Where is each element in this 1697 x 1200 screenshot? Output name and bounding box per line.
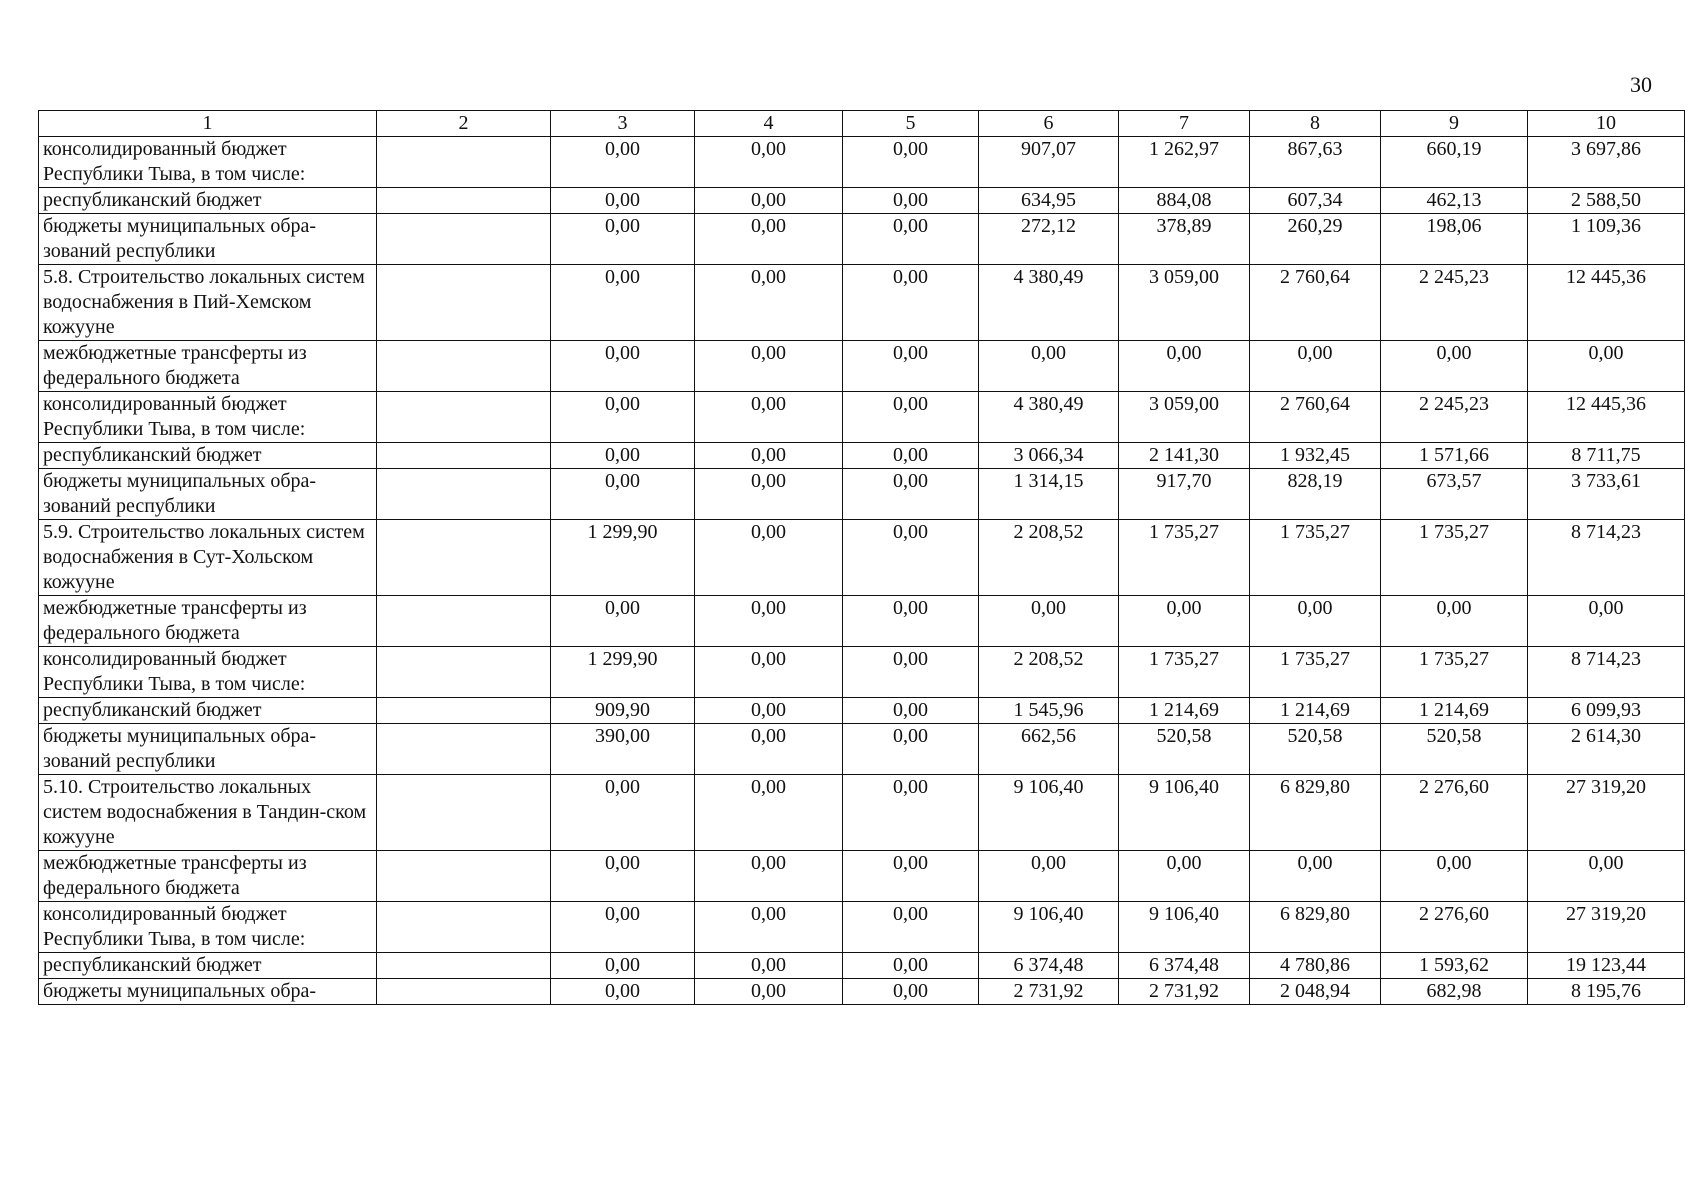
table-row [39,902,1685,953]
column-header: 5 [843,111,979,137]
value-cell: 1 214,69 [1381,698,1528,724]
table-body [39,111,1685,1005]
row-col2 [377,265,551,341]
table-row [39,443,1685,469]
value-cell: 0,00 [551,265,695,341]
row-label: 5.9. Строительство локальных систем водоснабжения в Сут-Хольском кожууне [39,520,377,596]
row-col2 [377,469,551,520]
value-cell: 2 141,30 [1119,443,1250,469]
row-col2 [377,775,551,851]
value-cell: 1 109,36 [1528,214,1685,265]
value-cell: 0,00 [551,953,695,979]
value-cell: 0,00 [695,469,843,520]
header-row [39,111,1685,137]
value-cell: 0,00 [843,443,979,469]
value-cell: 0,00 [1381,596,1528,647]
value-cell: 0,00 [695,443,843,469]
value-cell: 0,00 [551,469,695,520]
value-cell: 2 731,92 [979,979,1119,1005]
value-cell: 662,56 [979,724,1119,775]
row-label: консолидированный бюджет Республики Тыва, в том числе: [39,902,377,953]
value-cell: 0,00 [843,341,979,392]
row-col2 [377,902,551,953]
value-cell: 0,00 [843,851,979,902]
value-cell: 0,00 [551,443,695,469]
table-row [39,953,1685,979]
value-cell: 0,00 [551,902,695,953]
value-cell: 198,06 [1381,214,1528,265]
value-cell: 0,00 [843,469,979,520]
row-col2 [377,188,551,214]
row-label: консолидированный бюджет Республики Тыва, в том числе: [39,137,377,188]
table-row [39,137,1685,188]
value-cell: 884,08 [1119,188,1250,214]
value-cell: 867,63 [1250,137,1381,188]
row-col2 [377,724,551,775]
row-label: консолидированный бюджет Республики Тыва, в том числе: [39,392,377,443]
value-cell: 1 735,27 [1119,520,1250,596]
value-cell: 1 735,27 [1250,520,1381,596]
value-cell: 0,00 [1528,341,1685,392]
value-cell: 673,57 [1381,469,1528,520]
column-header: 3 [551,111,695,137]
value-cell: 2 208,52 [979,520,1119,596]
value-cell: 0,00 [1250,596,1381,647]
column-header: 4 [695,111,843,137]
row-label: бюджеты муниципальных обра-зований республики [39,469,377,520]
column-header: 10 [1528,111,1685,137]
value-cell: 1 735,27 [1119,647,1250,698]
value-cell: 1 545,96 [979,698,1119,724]
value-cell: 0,00 [843,265,979,341]
value-cell: 1 214,69 [1119,698,1250,724]
value-cell: 0,00 [551,137,695,188]
value-cell: 0,00 [695,647,843,698]
row-label: республиканский бюджет [39,188,377,214]
row-label: межбюджетные трансферты из федерального бюджета [39,851,377,902]
value-cell: 0,00 [843,520,979,596]
value-cell: 0,00 [695,188,843,214]
value-cell: 0,00 [695,775,843,851]
row-label: межбюджетные трансферты из федерального бюджета [39,596,377,647]
row-label: бюджеты муниципальных обра-зований республики [39,724,377,775]
value-cell: 0,00 [1250,851,1381,902]
value-cell: 0,00 [551,341,695,392]
value-cell: 3 697,86 [1528,137,1685,188]
row-col2 [377,596,551,647]
value-cell: 3 733,61 [1528,469,1685,520]
row-col2 [377,647,551,698]
row-col2 [377,698,551,724]
column-header: 2 [377,111,551,137]
column-header: 9 [1381,111,1528,137]
row-label: 5.10. Строительство локальных систем водоснабжения в Тандин-ском кожууне [39,775,377,851]
row-col2 [377,392,551,443]
value-cell: 0,00 [695,953,843,979]
table-row [39,698,1685,724]
value-cell: 1 735,27 [1381,647,1528,698]
value-cell: 0,00 [1119,596,1250,647]
value-cell: 12 445,36 [1528,265,1685,341]
value-cell: 462,13 [1381,188,1528,214]
value-cell: 0,00 [843,775,979,851]
value-cell: 2 760,64 [1250,265,1381,341]
value-cell: 2 614,30 [1528,724,1685,775]
row-col2 [377,214,551,265]
value-cell: 0,00 [1119,851,1250,902]
table-row [39,392,1685,443]
value-cell: 0,00 [843,596,979,647]
value-cell: 6 374,48 [1119,953,1250,979]
row-label: межбюджетные трансферты из федерального бюджета [39,341,377,392]
value-cell: 1 932,45 [1250,443,1381,469]
value-cell: 0,00 [551,392,695,443]
value-cell: 2 731,92 [1119,979,1250,1005]
value-cell: 4 380,49 [979,392,1119,443]
table-row [39,341,1685,392]
value-cell: 828,19 [1250,469,1381,520]
table-row [39,724,1685,775]
value-cell: 1 299,90 [551,647,695,698]
row-label: консолидированный бюджет Республики Тыва, в том числе: [39,647,377,698]
value-cell: 0,00 [979,596,1119,647]
value-cell: 6 374,48 [979,953,1119,979]
value-cell: 1 314,15 [979,469,1119,520]
row-col2 [377,341,551,392]
value-cell: 0,00 [695,979,843,1005]
value-cell: 0,00 [695,698,843,724]
value-cell: 1 571,66 [1381,443,1528,469]
row-label: бюджеты муниципальных обра-зований республики [39,214,377,265]
value-cell: 1 735,27 [1250,647,1381,698]
value-cell: 6 829,80 [1250,902,1381,953]
row-col2 [377,953,551,979]
value-cell: 260,29 [1250,214,1381,265]
value-cell: 0,00 [551,775,695,851]
row-label: республиканский бюджет [39,443,377,469]
row-label: республиканский бюджет [39,698,377,724]
column-header: 7 [1119,111,1250,137]
value-cell: 0,00 [843,647,979,698]
value-cell: 0,00 [695,520,843,596]
value-cell: 520,58 [1119,724,1250,775]
value-cell: 4 380,49 [979,265,1119,341]
value-cell: 909,90 [551,698,695,724]
value-cell: 0,00 [1119,341,1250,392]
value-cell: 0,00 [1528,596,1685,647]
value-cell: 272,12 [979,214,1119,265]
value-cell: 0,00 [843,698,979,724]
value-cell: 0,00 [695,137,843,188]
table-row [39,188,1685,214]
column-header: 8 [1250,111,1381,137]
value-cell: 0,00 [843,188,979,214]
value-cell: 0,00 [551,596,695,647]
row-label: 5.8. Строительство локальных систем водоснабжения в Пий-Хемском кожууне [39,265,377,341]
value-cell: 0,00 [551,979,695,1005]
value-cell: 2 245,23 [1381,392,1528,443]
value-cell: 0,00 [843,953,979,979]
value-cell: 0,00 [979,851,1119,902]
row-label: бюджеты муниципальных обра- [39,979,377,1005]
value-cell: 0,00 [1528,851,1685,902]
row-col2 [377,851,551,902]
value-cell: 2 048,94 [1250,979,1381,1005]
value-cell: 8 714,23 [1528,647,1685,698]
value-cell: 0,00 [843,902,979,953]
value-cell: 9 106,40 [979,775,1119,851]
column-header: 1 [39,111,377,137]
value-cell: 0,00 [843,979,979,1005]
value-cell: 3 066,34 [979,443,1119,469]
value-cell: 9 106,40 [1119,775,1250,851]
value-cell: 2 245,23 [1381,265,1528,341]
value-cell: 9 106,40 [1119,902,1250,953]
value-cell: 0,00 [695,265,843,341]
value-cell: 0,00 [1250,341,1381,392]
value-cell: 0,00 [695,214,843,265]
value-cell: 2 276,60 [1381,775,1528,851]
column-header: 6 [979,111,1119,137]
value-cell: 8 711,75 [1528,443,1685,469]
value-cell: 1 735,27 [1381,520,1528,596]
row-label: республиканский бюджет [39,953,377,979]
table-row [39,214,1685,265]
value-cell: 0,00 [551,188,695,214]
value-cell: 27 319,20 [1528,775,1685,851]
value-cell: 917,70 [1119,469,1250,520]
row-col2 [377,979,551,1005]
value-cell: 2 208,52 [979,647,1119,698]
value-cell: 0,00 [551,851,695,902]
value-cell: 0,00 [1381,341,1528,392]
value-cell: 0,00 [695,596,843,647]
value-cell: 1 262,97 [1119,137,1250,188]
row-col2 [377,137,551,188]
table-row [39,851,1685,902]
value-cell: 607,34 [1250,188,1381,214]
value-cell: 0,00 [695,851,843,902]
value-cell: 520,58 [1250,724,1381,775]
value-cell: 9 106,40 [979,902,1119,953]
value-cell: 8 195,76 [1528,979,1685,1005]
value-cell: 520,58 [1381,724,1528,775]
table-row [39,265,1685,341]
value-cell: 3 059,00 [1119,392,1250,443]
value-cell: 3 059,00 [1119,265,1250,341]
table-row [39,469,1685,520]
value-cell: 1 299,90 [551,520,695,596]
value-cell: 0,00 [843,392,979,443]
table-row [39,775,1685,851]
table-row [39,647,1685,698]
budget-table [38,110,1685,1005]
value-cell: 0,00 [843,724,979,775]
table-row [39,596,1685,647]
value-cell: 390,00 [551,724,695,775]
value-cell: 907,07 [979,137,1119,188]
value-cell: 0,00 [695,392,843,443]
value-cell: 2 588,50 [1528,188,1685,214]
value-cell: 0,00 [843,214,979,265]
value-cell: 6 829,80 [1250,775,1381,851]
value-cell: 12 445,36 [1528,392,1685,443]
row-col2 [377,520,551,596]
value-cell: 682,98 [1381,979,1528,1005]
value-cell: 1 593,62 [1381,953,1528,979]
value-cell: 0,00 [695,724,843,775]
value-cell: 8 714,23 [1528,520,1685,596]
value-cell: 1 214,69 [1250,698,1381,724]
value-cell: 0,00 [695,902,843,953]
value-cell: 660,19 [1381,137,1528,188]
value-cell: 0,00 [551,214,695,265]
value-cell: 378,89 [1119,214,1250,265]
row-col2 [377,443,551,469]
value-cell: 0,00 [1381,851,1528,902]
value-cell: 2 276,60 [1381,902,1528,953]
table-row [39,979,1685,1005]
value-cell: 0,00 [695,341,843,392]
value-cell: 6 099,93 [1528,698,1685,724]
value-cell: 0,00 [843,137,979,188]
value-cell: 2 760,64 [1250,392,1381,443]
value-cell: 27 319,20 [1528,902,1685,953]
value-cell: 634,95 [979,188,1119,214]
page-number: 30 [1630,72,1652,97]
value-cell: 4 780,86 [1250,953,1381,979]
value-cell: 0,00 [979,341,1119,392]
value-cell: 19 123,44 [1528,953,1685,979]
table-row [39,520,1685,596]
